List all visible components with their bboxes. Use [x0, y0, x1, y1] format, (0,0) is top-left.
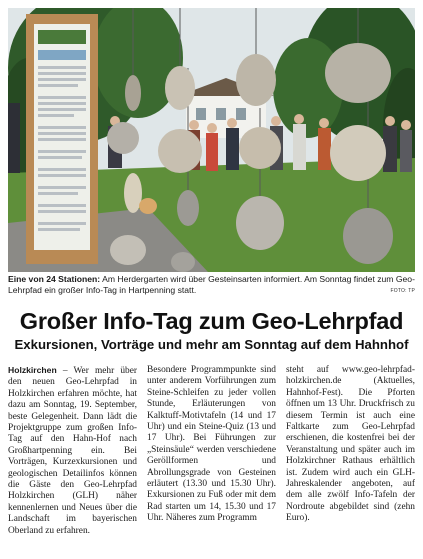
subheadline: Exkursionen, Vorträge und mehr am Sonntag auf dem Hahnhof — [14, 337, 409, 352]
column-1-text: – Wer mehr über den neuen Geo-Lehrpfad in Holzkirchen erfahren möchte, hat dazu am Sonntag, 19. September, beste Gelegenheit. Dann lädt die Projektgruppe zum großen Info-Tag auf den Hahn-Hof nach Großhartpenning ein. Bei Vorträgen, Kurzexkursionen und geologischen Detailinfos können die Gäste den Geo-Lehrpfad Holzkirchen (GLH) näher kennenlernen und Neues über die Landschaft im bayerischen Oberland zu erfahren. — [8, 366, 137, 536]
photo-credit: FOTO: TP — [390, 288, 415, 294]
caption-head: Eine von 24 Stationen: — [8, 274, 101, 284]
photo-caption — [8, 274, 415, 296]
article-column-3: steht auf www.geo-lehrpfad-holzkirchen.de (Aktuelles, Hahnhof-Fest). Die Pforten öffnen um 13 Uhr. Druckfrisch zu diesem Termin ist auch eine Faltkarte zum Geo-Lehrpfad erschienen, die kostenfrei bei der Veranstaltung und später auch im Holzkirchner Rathaus erhältlich ist. Zudem wird auch ein GLH-Jahreskalender angeboten, auf dem alle zwölf Info-Tafeln der Nordroute abgebildet sind (zehn Euro). — [286, 365, 415, 524]
info-board — [26, 14, 98, 264]
article-column-1 — [8, 365, 137, 555]
caption-text: Am Herdergarten wird über Gesteinsarten informiert. Am Sonntag findet zum Geo-Lehrpfad ein großer Info-Tag in Hartpenning statt. — [8, 274, 415, 295]
dateline: Holzkirchen — [8, 365, 57, 375]
geo-lehrpfad-photo — [8, 8, 415, 272]
article-body — [8, 365, 415, 555]
article-column-2: Besondere Programmpunkte sind unter anderem Vorführungen zum Steine-Schleifen zu jeder vollen Stunde, Erläuterungen von Kalktuff-Motivtafeln (14 und 17 Uhr) und ein Steine-Quiz (13 und 17 Uhr). Bei Führungen zur „Steinsäule“ werden verschiedene Geröllformen und Abrollungsgrade von Gesteinen erläutert (13.30 und 15.30 Uhr). Exkursionen zu Fuß oder mit dem Rad starten um 14, 15.30 und 17 Uhr. Näheres zum Programm — [147, 365, 276, 524]
article-photo — [8, 8, 415, 272]
headline: Großer Info-Tag zum Geo-Lehrpfad — [19, 308, 404, 334]
